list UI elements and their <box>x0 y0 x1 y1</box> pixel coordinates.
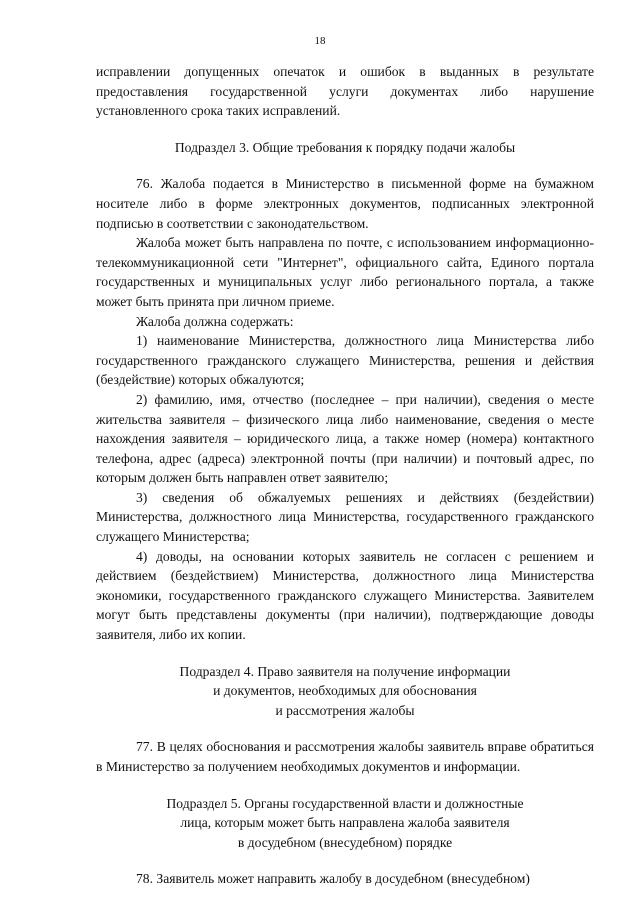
paragraph-continuation: исправлении допущенных опечаток и ошибок в выданных в результате предоставления государственной услуги документах либо нарушение установленного срока таких исправлений. <box>96 64 594 119</box>
list-item-3: 3) сведения об обжалуемых решениях и действиях (бездействии) Министерства, должностного лица Министерства, государственного гражданского служащего Министерства; <box>96 489 594 545</box>
list-item-1: 1) наименование Министерства, должностного лица Министерства либо государственного гражданского служащего Министерства, решения и действия (бездействие) которых обжалуются; <box>96 333 594 388</box>
list-item-4: 4) доводы, на основании которых заявитель не согласен с решением и действием (бездействием) Министерства, должностного лица Министерства экономики, государственного гражданского служащего Министерства. Заявителем могут быть представлены документы (при наличии), подтверждающие доводы заявителя, либо их копии. <box>96 548 594 643</box>
page-number: 18 <box>314 35 326 47</box>
subsection-3-heading: Подраздел 3. Общие требования к порядку подачи жалобы <box>174 139 516 155</box>
subsection-4-heading-line-1: Подраздел 4. Право заявителя на получение информации <box>179 663 511 679</box>
subsection-4-heading-line-2: и документов, необходимых для обоснования <box>213 683 477 699</box>
subsection-5-heading-line-2: лица, которым может быть направлена жалоба заявителя <box>180 815 510 831</box>
paragraph-76-contents: Жалоба должна содержать: <box>136 313 294 329</box>
subsection-5-heading-line-3: в досудебном (внесудебном) порядке <box>237 834 453 850</box>
subsection-4-heading-line-3: и рассмотрения жалобы <box>275 702 415 718</box>
paragraph-76-delivery: Жалоба может быть направлена по почте, с использованием информационно-телекоммуникационной сети "Интернет", официального сайта, Единого портала государственных и муниципальных услуг либо регионального портала, а также может быть принята при личном приеме. <box>96 235 594 309</box>
paragraph-78: 78. Заявитель может направить жалобу в досудебном (внесудебном) <box>136 871 530 887</box>
paragraph-77: 77. В целях обоснования и рассмотрения жалобы заявитель вправе обратиться в Министерство за получением необходимых документов и информации. <box>96 739 594 774</box>
subsection-5-heading-line-1: Подраздел 5. Органы государственной власти и должностные <box>166 795 524 811</box>
paragraph-76: 76. Жалоба подается в Министерство в письменной форме на бумажном носителе либо в форме электронных документов, подписанных электронной подписью в соответствии с законодательством. <box>96 176 594 231</box>
list-item-2: 2) фамилию, имя, отчество (последнее – при наличии), сведения о месте жительства заявителя – физического лица либо наименование, сведения о месте нахождения заявителя – юридического лица, а также номер (номера) контактного телефона, адрес (адреса) электронной почты (при наличии) и почтовый адрес, по которым должен быть направлен ответ заявителю; <box>96 391 594 486</box>
document-body <box>96 62 594 889</box>
